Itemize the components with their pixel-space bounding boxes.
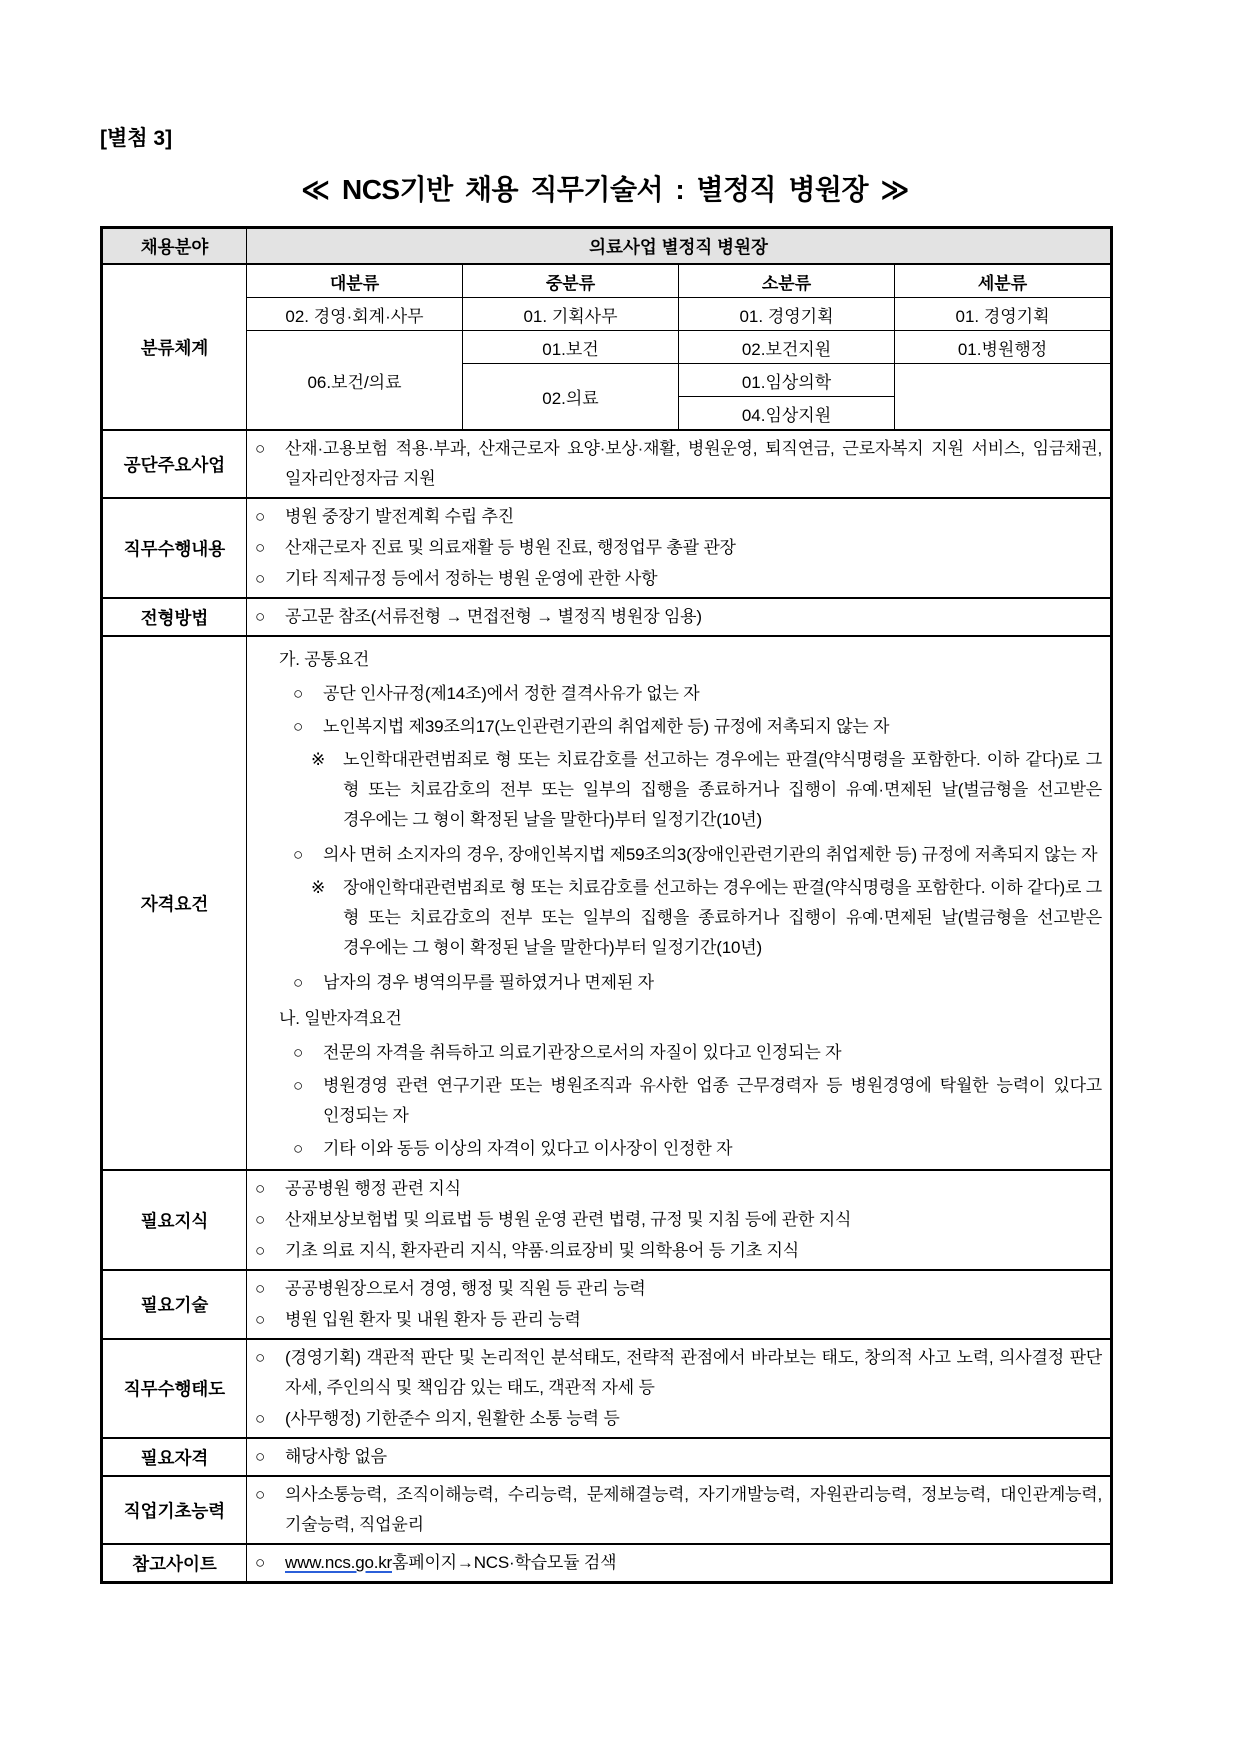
bullet-item: [255, 564, 1102, 594]
classification-header-detail: 세분류: [895, 264, 1112, 298]
reference-site-content: [247, 1544, 1112, 1583]
cell-small-1: 01. 경영기획: [679, 298, 895, 331]
bullet-item: [293, 840, 1102, 870]
bullet-marker: ○: [255, 1485, 266, 1504]
note-marker: ※: [311, 750, 326, 769]
bullet-marker: ○: [255, 569, 266, 588]
bullet-item: [255, 502, 1102, 532]
page-title: ≪ NCS기반 채용 직무기술서 : 별정직 병원장 ≫: [300, 174, 910, 205]
classification-header-small: 소분류: [679, 264, 895, 298]
table-row-required-license: [102, 1438, 1112, 1476]
bullet-text: 산재보상보험법 및 의료법 등 병원 운영 관련 법령, 규정 및 지침 등에 관한 지식: [285, 1210, 852, 1229]
table-row-selection-method: [102, 598, 1112, 636]
bullet-marker: ○: [293, 717, 304, 736]
row-label-attitude: 직무수행태도: [102, 1339, 247, 1438]
cell-detail-2: 01.병원행정: [895, 331, 1112, 364]
bullet-text: 공공병원장으로서 경영, 행정 및 직원 등 관리 능력: [285, 1279, 646, 1298]
bullet-text: (사무행정) 기한준수 의지, 원활한 소통 능력 등: [285, 1409, 620, 1428]
bullet-text: (경영기획) 객관적 판단 및 논리적인 분석태도, 전략적 관점에서 바라보는 태도, 창의적 사고 노력, 의사결정 판단 자세, 주인의식 및 책임감 있는 태도, 객관적 자세 등: [285, 1348, 1103, 1397]
job-description-table: [100, 226, 1113, 1584]
bullet-text: 의사소통능력, 조직이해능력, 수리능력, 문제해결능력, 자기개발능력, 자원관리능력, 정보능력, 대인관계능력, 기술능력, 직업윤리: [285, 1485, 1103, 1534]
bullet-marker: ○: [255, 439, 266, 458]
note-item: [311, 873, 1102, 963]
bullet-text: 의사 면허 소지자의 경우, 장애인복지법 제59조의3(장애인관련기관의 취업제한 등) 규정에 저촉되지 않는 자: [323, 845, 1098, 864]
bullet-item: [255, 1548, 1102, 1578]
reference-site-text: [285, 1548, 1102, 1578]
bullet-text: 병원 입원 환자 및 내원 환자 등 관리 능력: [285, 1310, 581, 1329]
classification-row-1: [102, 298, 1112, 331]
bullet-marker: ○: [255, 1553, 266, 1572]
bullet-item: [255, 1343, 1102, 1403]
cell-detail-1: 01. 경영기획: [895, 298, 1112, 331]
core-competency-content: [247, 1476, 1112, 1544]
bullet-item: [255, 1442, 1102, 1472]
bullet-marker: ○: [293, 973, 304, 992]
bullet-text: 병원경영 관련 연구기관 또는 병원조직과 유사한 업종 근무경력자 등 병원경영에 탁월한 능력이 있다고 인정되는 자: [323, 1076, 1103, 1125]
bullet-text: 노인복지법 제39조의17(노인관련기관의 취업제한 등) 규정에 저촉되지 않는 자: [323, 717, 890, 736]
skills-content: [247, 1270, 1112, 1339]
bullet-item: [255, 1480, 1102, 1540]
row-label-recruit-field: 채용분야: [102, 228, 247, 265]
cell-major-2: 06.보건/의료: [247, 331, 463, 431]
row-label-required-license: 필요자격: [102, 1438, 247, 1476]
bullet-item: [255, 434, 1102, 494]
classification-row-2: [102, 331, 1112, 364]
note-text: 노인학대관련범죄로 형 또는 치료감호를 선고하는 경우에는 판결(약식명령을 포함한다. 이하 같다)로 그 형 또는 치료감호의 전부 또는 일부의 집행을 종료하거나 집행이 유예·면제된 날(벌금형을 선고받은 경우에는 그 형이 확정된 날을 말한다)부터 일정기간(10년): [343, 750, 1103, 829]
bullet-marker: ○: [255, 1210, 266, 1229]
note-marker: ※: [311, 878, 326, 897]
cell-small-2: 02.보건지원: [679, 331, 895, 364]
bullet-marker: ○: [293, 684, 304, 703]
row-label-core-competency: 직업기초능력: [102, 1476, 247, 1544]
bullet-item: [255, 1404, 1102, 1434]
cell-detail-empty: [895, 364, 1112, 431]
cell-small-4: 04.임상지원: [679, 397, 895, 431]
required-license-content: [247, 1438, 1112, 1476]
bullet-marker: ○: [255, 507, 266, 526]
bullet-marker: ○: [255, 1348, 266, 1367]
note-text: 장애인학대관련범죄로 형 또는 치료감호를 선고하는 경우에는 판결(약식명령을 포함한다. 이하 같다)로 그 형 또는 치료감호의 전부 또는 일부의 집행을 종료하거나 집행이 유예·면제된 날(벌금형을 선고받은 경우에는 그 형이 확정된 날을 말한다)부터 일정기간(10년): [343, 878, 1103, 957]
table-row-knowledge: [102, 1170, 1112, 1270]
bullet-marker: ○: [293, 1139, 304, 1158]
table-row-recruit-field: [102, 228, 1112, 265]
classification-header-mid: 중분류: [463, 264, 679, 298]
bullet-text: 산재·고용보험 적용·부과, 산재근로자 요양·보상·재활, 병원운영, 퇴직연금, 근로자복지 지원 서비스, 임금채권, 일자리안정자금 지원: [285, 439, 1103, 488]
attitude-content: [247, 1339, 1112, 1438]
cell-mid-1: 01. 기획사무: [463, 298, 679, 331]
bullet-item: [293, 968, 1102, 998]
row-label-qualification: 자격요건: [102, 636, 247, 1170]
row-label-knowledge: 필요지식: [102, 1170, 247, 1270]
row-label-reference-site: 참고사이트: [102, 1544, 247, 1583]
cell-mid-2: 01.보건: [463, 331, 679, 364]
bullet-text: 기타 직제규정 등에서 정하는 병원 운영에 관한 사항: [285, 569, 658, 588]
bullet-marker: ○: [255, 607, 266, 626]
selection-method-content: [247, 598, 1112, 636]
table-row-qualification: [102, 636, 1112, 1170]
heading-text: 나. 일반자격요건: [279, 1009, 402, 1028]
classification-header-major: 대분류: [247, 264, 463, 298]
bullet-text: 병원 중장기 발전계획 수립 추진: [285, 507, 514, 526]
bullet-item: [255, 1174, 1102, 1204]
note-item: [311, 745, 1102, 835]
bullet-text: 기초 의료 지식, 환자관리 지식, 약품·의료장비 및 의학용어 등 기초 지식: [285, 1241, 799, 1260]
bullet-item: [255, 1205, 1102, 1235]
bullet-marker: ○: [293, 845, 304, 864]
duties-content: [247, 498, 1112, 598]
bullet-text: 공단 인사규정(제14조)에서 정한 결격사유가 없는 자: [323, 684, 700, 703]
bullet-item: [293, 1134, 1102, 1164]
bullet-text: 해당사항 없음: [285, 1447, 387, 1466]
bullet-text: 공공병원 행정 관련 지식: [285, 1179, 461, 1198]
table-row-skills: [102, 1270, 1112, 1339]
bullet-item: [255, 1305, 1102, 1335]
bullet-text: 공고문 참조(서류전형 → 면접전형 → 별정직 병원장 임용): [285, 607, 702, 626]
cell-major-1: 02. 경영·회계·사무: [247, 298, 463, 331]
row-label-duties: 직무수행내용: [102, 498, 247, 598]
table-row-classification-header: [102, 264, 1112, 298]
bullet-marker: ○: [255, 538, 266, 557]
bullet-item: [255, 533, 1102, 563]
bullet-marker: ○: [255, 1310, 266, 1329]
row-label-classification: 분류체계: [102, 264, 247, 430]
table-row-reference-site: [102, 1544, 1112, 1583]
bullet-item: [293, 1071, 1102, 1131]
bullet-item: [255, 602, 1102, 632]
bullet-item: [293, 1038, 1102, 1068]
bullet-marker: ○: [255, 1279, 266, 1298]
bullet-item: [293, 679, 1102, 709]
cell-mid-3: 02.의료: [463, 364, 679, 431]
table-row-main-business: [102, 430, 1112, 498]
bullet-text: 남자의 경우 병역의무를 필하였거나 면제된 자: [323, 973, 654, 992]
row-label-selection-method: 전형방법: [102, 598, 247, 636]
bullet-item: [255, 1236, 1102, 1266]
ncs-link[interactable]: www.ncs.go.kr: [285, 1553, 392, 1572]
row-label-main-business: 공단주요사업: [102, 430, 247, 498]
main-business-content: [247, 430, 1112, 498]
section-heading-item: [279, 645, 1102, 675]
row-label-skills: 필요기술: [102, 1270, 247, 1339]
qualification-content: [247, 636, 1112, 1170]
knowledge-content: [247, 1170, 1112, 1270]
bullet-text: 기타 이와 동등 이상의 자격이 있다고 이사장이 인정한 자: [323, 1139, 733, 1158]
bullet-marker: ○: [255, 1179, 266, 1198]
attachment-label: [별첨 3]: [100, 127, 173, 150]
ncs-link-suffix: 홈페이지→NCS·학습모듈 검색: [392, 1553, 617, 1572]
table-row-attitude: [102, 1339, 1112, 1438]
bullet-marker: ○: [293, 1076, 304, 1095]
heading-text: 가. 공통요건: [279, 650, 370, 669]
bullet-marker: ○: [293, 1043, 304, 1062]
recruit-field-value: 의료사업 별정직 병원장: [247, 228, 1112, 265]
table-row-duties: [102, 498, 1112, 598]
bullet-marker: ○: [255, 1409, 266, 1428]
bullet-item: [255, 1274, 1102, 1304]
section-heading-item: [279, 1004, 1102, 1034]
bullet-text: 전문의 자격을 취득하고 의료기관장으로서의 자질이 있다고 인정되는 자: [323, 1043, 842, 1062]
table-row-core-competency: [102, 1476, 1112, 1544]
bullet-marker: ○: [255, 1447, 266, 1466]
bullet-text: 산재근로자 진료 및 의료재활 등 병원 진료, 행정업무 총괄 관장: [285, 538, 736, 557]
bullet-item: [293, 712, 1102, 742]
bullet-marker: ○: [255, 1241, 266, 1260]
cell-small-3: 01.임상의학: [679, 364, 895, 397]
